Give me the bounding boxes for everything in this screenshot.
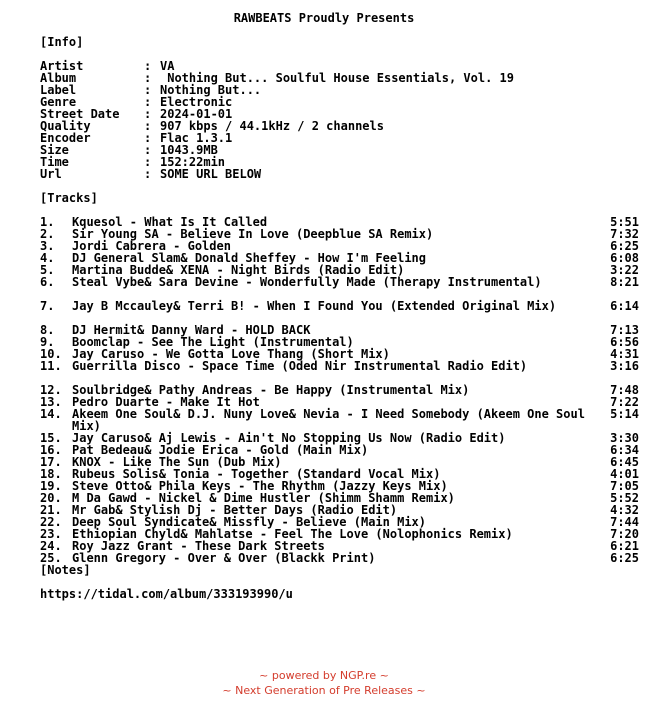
track-number: 19. [40,479,62,493]
track-title: Guerrilla Disco - Space Time (Oded Nir Instrumental Radio Edit) [72,359,528,373]
info-value: Nothing But... [160,83,262,97]
track-number: 18. [40,467,62,481]
info-value: 1043.9MB [160,143,218,157]
track-title: Jay B Mccauley& Terri B! - When I Found You (Extended Original Mix) [72,299,557,313]
info-key: Quality [40,119,91,133]
info-heading: [Info] [40,35,84,49]
track-number: 2. [40,227,55,241]
track-number: 13. [40,395,62,409]
track-number: 16. [40,443,62,457]
track-number: 15. [40,431,62,445]
info-key: Url [40,167,62,181]
track-duration: 6:56 [610,335,639,349]
track-duration: 4:32 [610,503,639,517]
info-separator: : [144,95,152,109]
info-key: Size [40,143,69,157]
track-title: Rubeus Solis& Tonia - Together (Standard Vocal Mix) [72,467,441,481]
track-duration: 6:25 [610,551,639,565]
track-title: Pat Bedeau& Jodie Erica - Gold (Main Mix) [72,443,369,457]
track-duration: 7:44 [610,515,639,529]
track-title: Sir Young SA - Believe In Love (Deepblue SA Remix) [72,227,434,241]
track-number: 25. [40,551,62,565]
track-title: Roy Jazz Grant - These Dark Streets [72,539,325,553]
info-key: Time [40,155,69,169]
track-number: 11. [40,359,62,373]
info-separator: : [144,143,152,157]
track-duration: 4:31 [610,347,639,361]
track-number: 3. [40,239,55,253]
info-value: Nothing But... Soulful House Essentials, Vol. 19 [160,71,515,85]
track-duration: 7:20 [610,527,639,541]
track-number: 24. [40,539,62,553]
info-key: Label [40,83,77,97]
track-number: 1. [40,215,55,229]
track-number: 12. [40,383,62,397]
track-duration: 6:14 [610,299,639,313]
track-number: 8. [40,323,55,337]
track-number: 14. [40,407,62,421]
track-duration: 7:22 [610,395,639,409]
info-key: Artist [40,59,84,73]
info-value: VA [160,59,175,73]
track-title: Steal Vybe& Sara Devine - Wonderfully Made (Therapy Instrumental) [72,275,542,289]
info-key: Encoder [40,131,91,145]
info-separator: : [144,131,152,145]
info-key: Album [40,71,77,85]
info-key: Genre [40,95,77,109]
track-title: Mr Gab& Stylish Dj - Better Days (Radio Edit) [72,503,398,517]
track-duration: 7:48 [610,383,639,397]
track-title: Glenn Gregory - Over & Over (Blackk Print) [72,551,376,565]
track-number: 23. [40,527,62,541]
track-duration: 5:51 [610,215,639,229]
info-separator: : [144,83,152,97]
track-duration: 5:14 [610,407,639,421]
track-duration: 8:21 [610,275,639,289]
track-title: Deep Soul Syndicate& Missfly - Believe (Main Mix) [72,515,427,529]
track-title: Ethiopian Chyld& Mahlatse - Feel The Love (Nolophonics Remix) [72,527,513,541]
info-value: 152:22min [160,155,226,169]
track-duration: 3:16 [610,359,639,373]
track-number: 4. [40,251,55,265]
track-title: Jordi Cabrera - Golden [72,239,231,253]
track-duration: 5:52 [610,491,639,505]
tracks-heading: [Tracks] [40,191,98,205]
info-separator: : [144,71,152,85]
track-number: 20. [40,491,62,505]
track-duration: 6:08 [610,251,639,265]
notes-url: https://tidal.com/album/333193990/u [40,587,293,601]
track-title: Pedro Duarte - Make It Hot [72,395,260,409]
track-title: Jay Caruso& Aj Lewis - Ain't No Stopping Us Now (Radio Edit) [72,431,506,445]
track-number: 5. [40,263,55,277]
track-number: 6. [40,275,55,289]
track-title: Steve Otto& Phila Keys - The Rhythm (Jazzy Keys Mix) [72,479,448,493]
track-duration: 6:45 [610,455,639,469]
info-separator: : [144,59,152,73]
track-title: DJ Hermit& Danny Ward - HOLD BACK [72,323,311,337]
track-title: Boomclap - See The Light (Instrumental) [72,335,354,349]
info-value: Electronic [160,95,233,109]
track-title: M Da Gawd - Nickel & Dime Hustler (Shimm Shamm Remix) [72,491,455,505]
track-title: Jay Caruso - We Gotta Love Thang (Short Mix) [72,347,390,361]
track-number: 17. [40,455,62,469]
info-value: 907 kbps / 44.1kHz / 2 channels [160,119,384,133]
footer-powered-by: ~ powered by NGP.re ~ [259,669,389,682]
track-number: 9. [40,335,55,349]
info-value: SOME URL BELOW [160,167,262,181]
track-duration: 6:34 [610,443,639,457]
track-title: DJ General Slam& Donald Sheffey - How I'm Feeling [72,251,427,265]
footer-tagline: ~ Next Generation of Pre Releases ~ [222,684,426,697]
track-duration: 3:22 [610,263,639,277]
track-number: 10. [40,347,62,361]
track-title: Akeem One Soul& D.J. Nuny Love& Nevia - I Need Somebody (Akeem One Soul Mix) [72,407,585,433]
track-title: Soulbridge& Pathy Andreas - Be Happy (Instrumental Mix) [72,383,470,397]
track-title: Kquesol - What Is It Called [72,215,268,229]
info-value: 2024-01-01 [160,107,233,121]
track-title: KNOX - Like The Sun (Dub Mix) [72,455,282,469]
track-duration: 6:21 [610,539,639,553]
track-number: 22. [40,515,62,529]
track-duration: 6:25 [610,239,639,253]
track-number: 7. [40,299,55,313]
track-duration: 7:05 [610,479,639,493]
track-duration: 7:32 [610,227,639,241]
track-duration: 4:01 [610,467,639,481]
info-separator: : [144,119,152,133]
info-key: Street Date [40,107,120,121]
info-separator: : [144,155,152,169]
release-header: RAWBEATS Proudly Presents [233,11,415,25]
info-separator: : [144,167,152,181]
track-duration: 7:13 [610,323,639,337]
track-title: Martina Budde& XENA - Night Birds (Radio Edit) [72,263,405,277]
info-value: Flac 1.3.1 [160,131,233,145]
notes-heading: [Notes] [40,563,91,577]
track-duration: 3:30 [610,431,639,445]
info-separator: : [144,107,152,121]
track-number: 21. [40,503,62,517]
